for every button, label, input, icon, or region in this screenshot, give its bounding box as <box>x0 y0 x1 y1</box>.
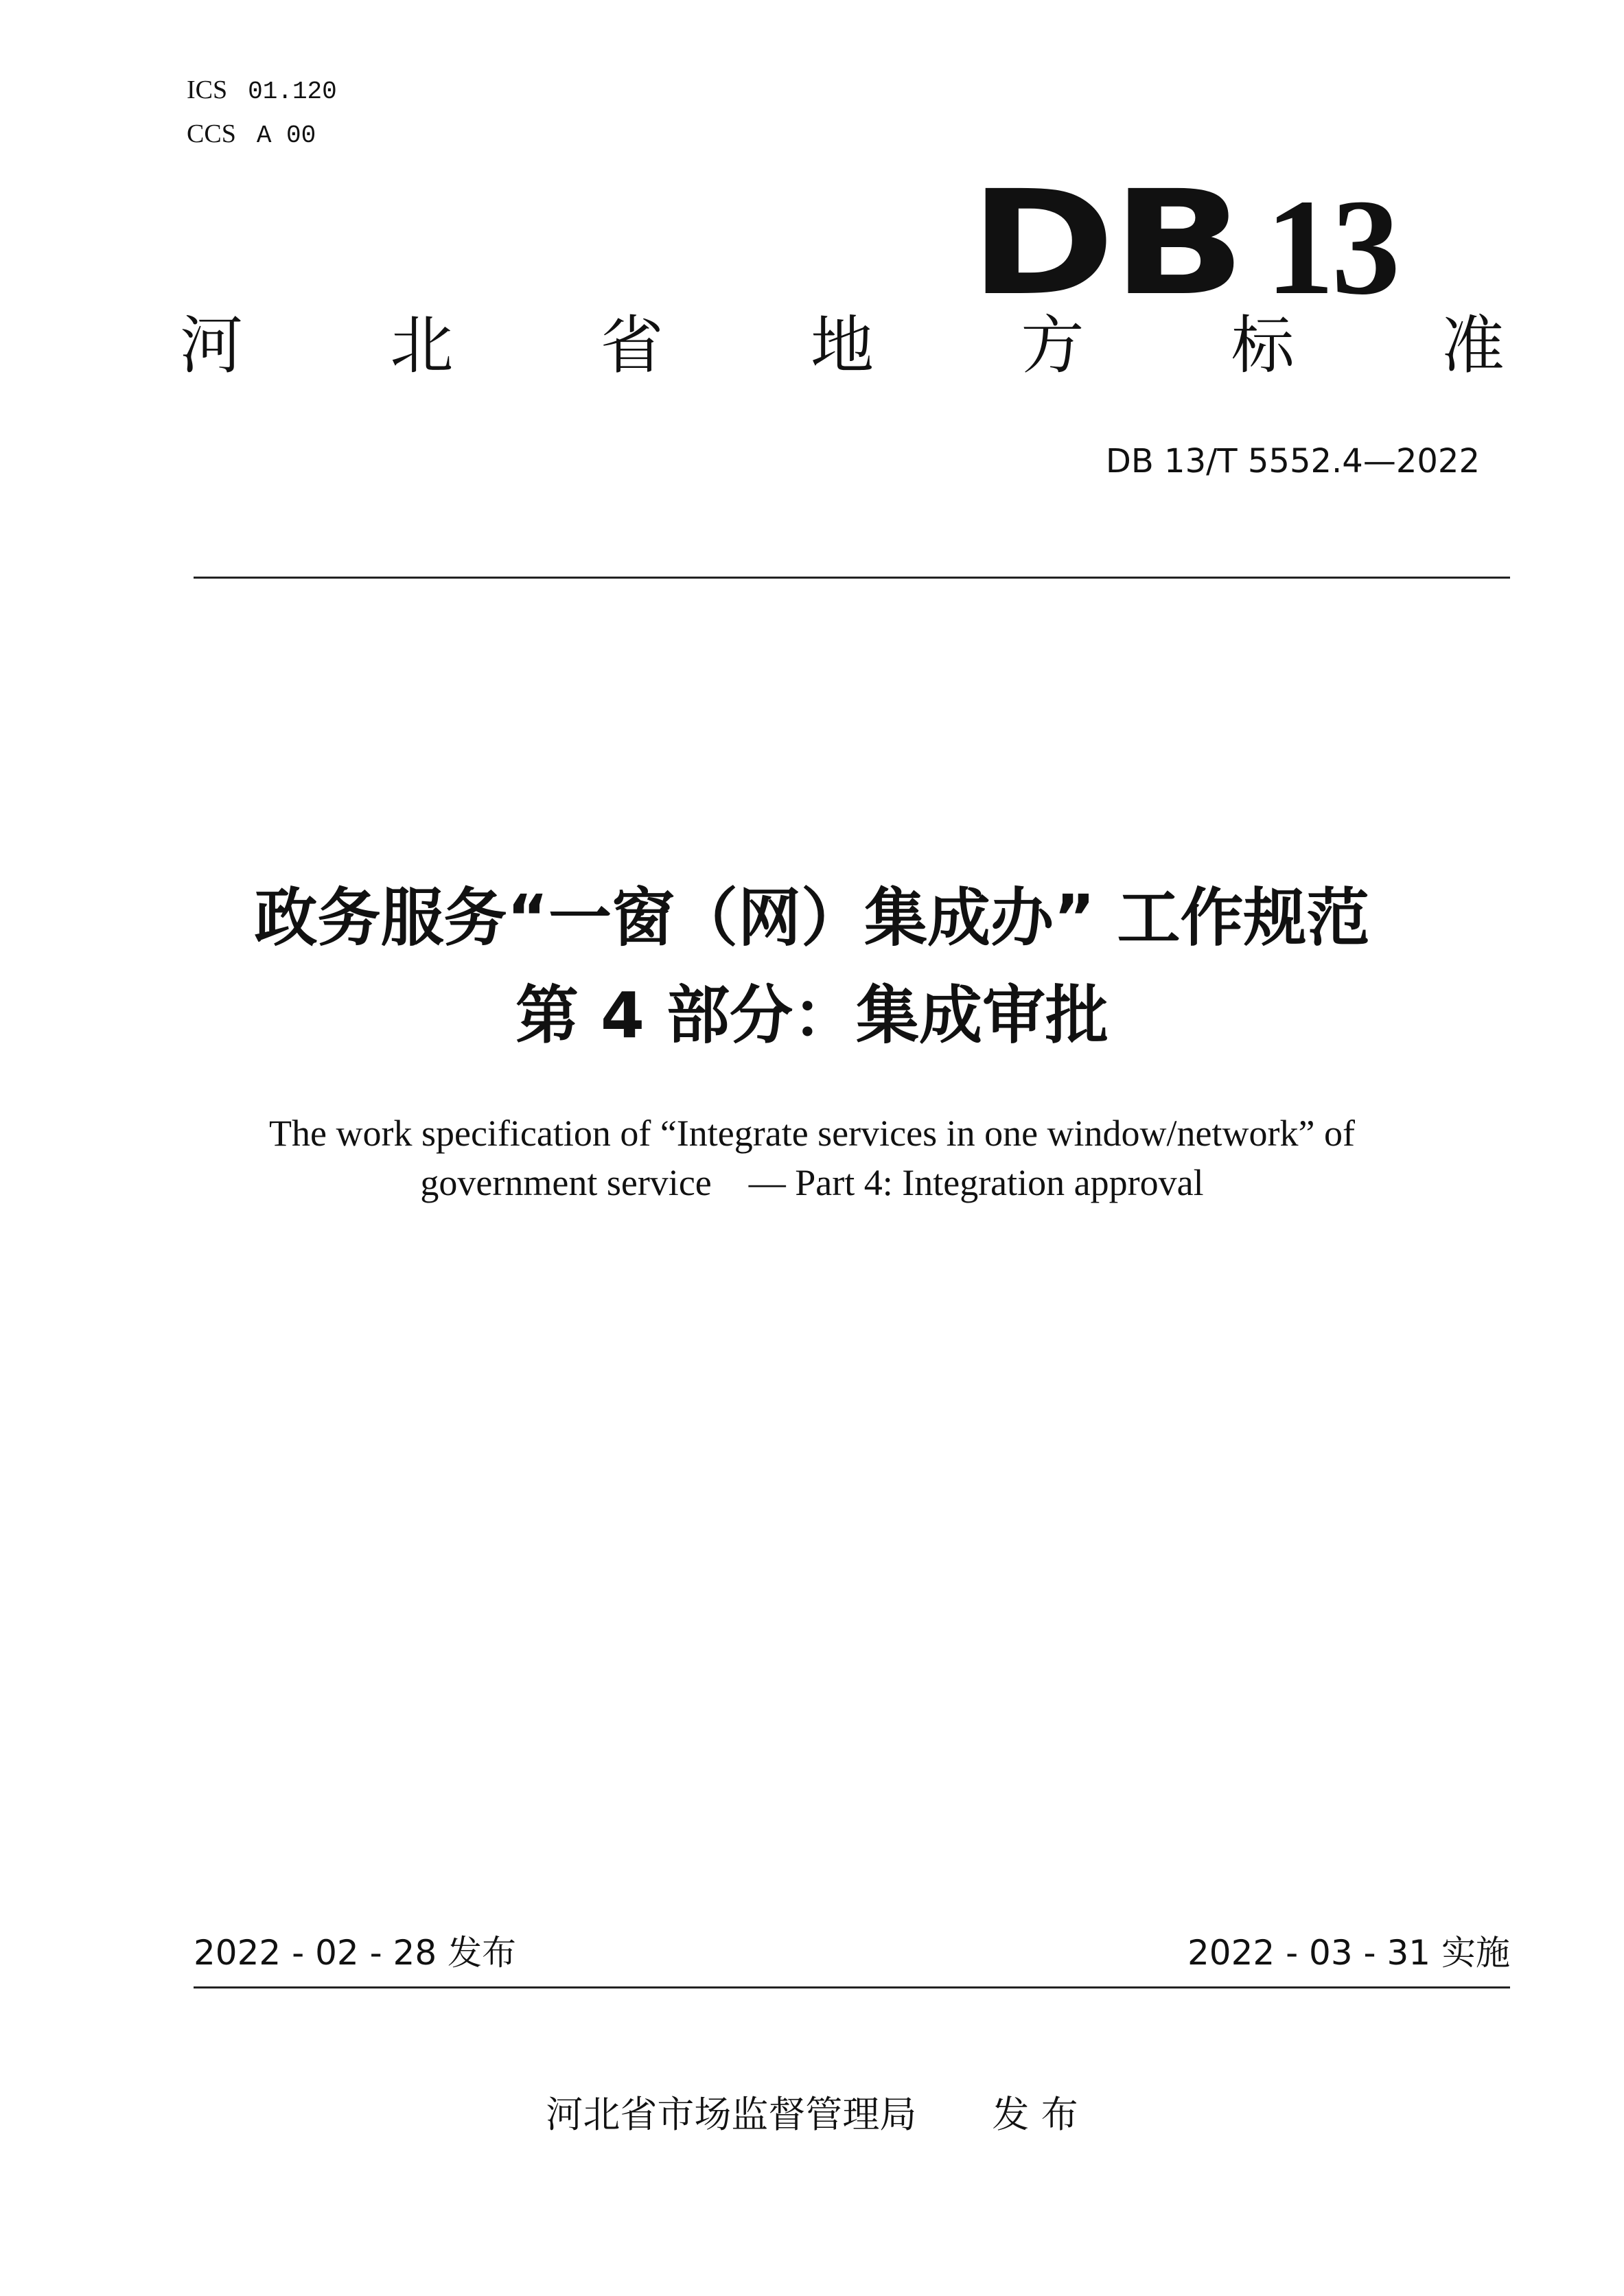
publisher-name: 河北省市场监督管理局 <box>546 2093 917 2136</box>
ccs-label: CCS <box>187 119 236 148</box>
standard-number: DB 13/T 5552.4—2022 <box>1105 442 1480 480</box>
standard-type-char: 河 <box>180 309 244 382</box>
title-zh-line1: 政务服务“一窗（网）集成办” 工作规范 <box>254 881 1370 955</box>
standard-type-heading <box>180 309 1505 382</box>
publisher-action: 发 布 <box>992 2093 1078 2136</box>
db13-logo <box>968 159 1397 327</box>
ics-label: ICS <box>187 76 228 104</box>
title-en-line2: government service — Part 4: Integration approval <box>420 1162 1204 1203</box>
logo-prefix: DB <box>968 159 1242 327</box>
ccs-code: A 00 <box>256 121 316 150</box>
footer-divider <box>194 1986 1510 1988</box>
standard-type-char: 准 <box>1441 309 1505 382</box>
header-divider <box>194 577 1510 579</box>
title-zh-line2: 第 4 部分：集成审批 <box>515 979 1109 1052</box>
effective-date: 2022 - 03 - 31 实施 <box>1187 1933 1510 1973</box>
ccs-line <box>187 121 316 148</box>
ics-line <box>187 77 337 104</box>
standard-type-char: 地 <box>810 309 874 382</box>
standard-type-char: 北 <box>390 309 454 382</box>
logo-number: 13 <box>1266 172 1397 323</box>
title-en-line1: The work specification of “Integrate services in one window/network” of <box>269 1113 1355 1154</box>
standard-type-char: 方 <box>1021 309 1084 382</box>
issue-date: 2022 - 02 - 28 发布 <box>194 1933 517 1973</box>
ics-code: 01.120 <box>248 78 337 106</box>
standard-type-char: 省 <box>600 309 664 382</box>
standard-type-char: 标 <box>1231 309 1295 382</box>
publisher-line <box>0 2093 1624 2136</box>
